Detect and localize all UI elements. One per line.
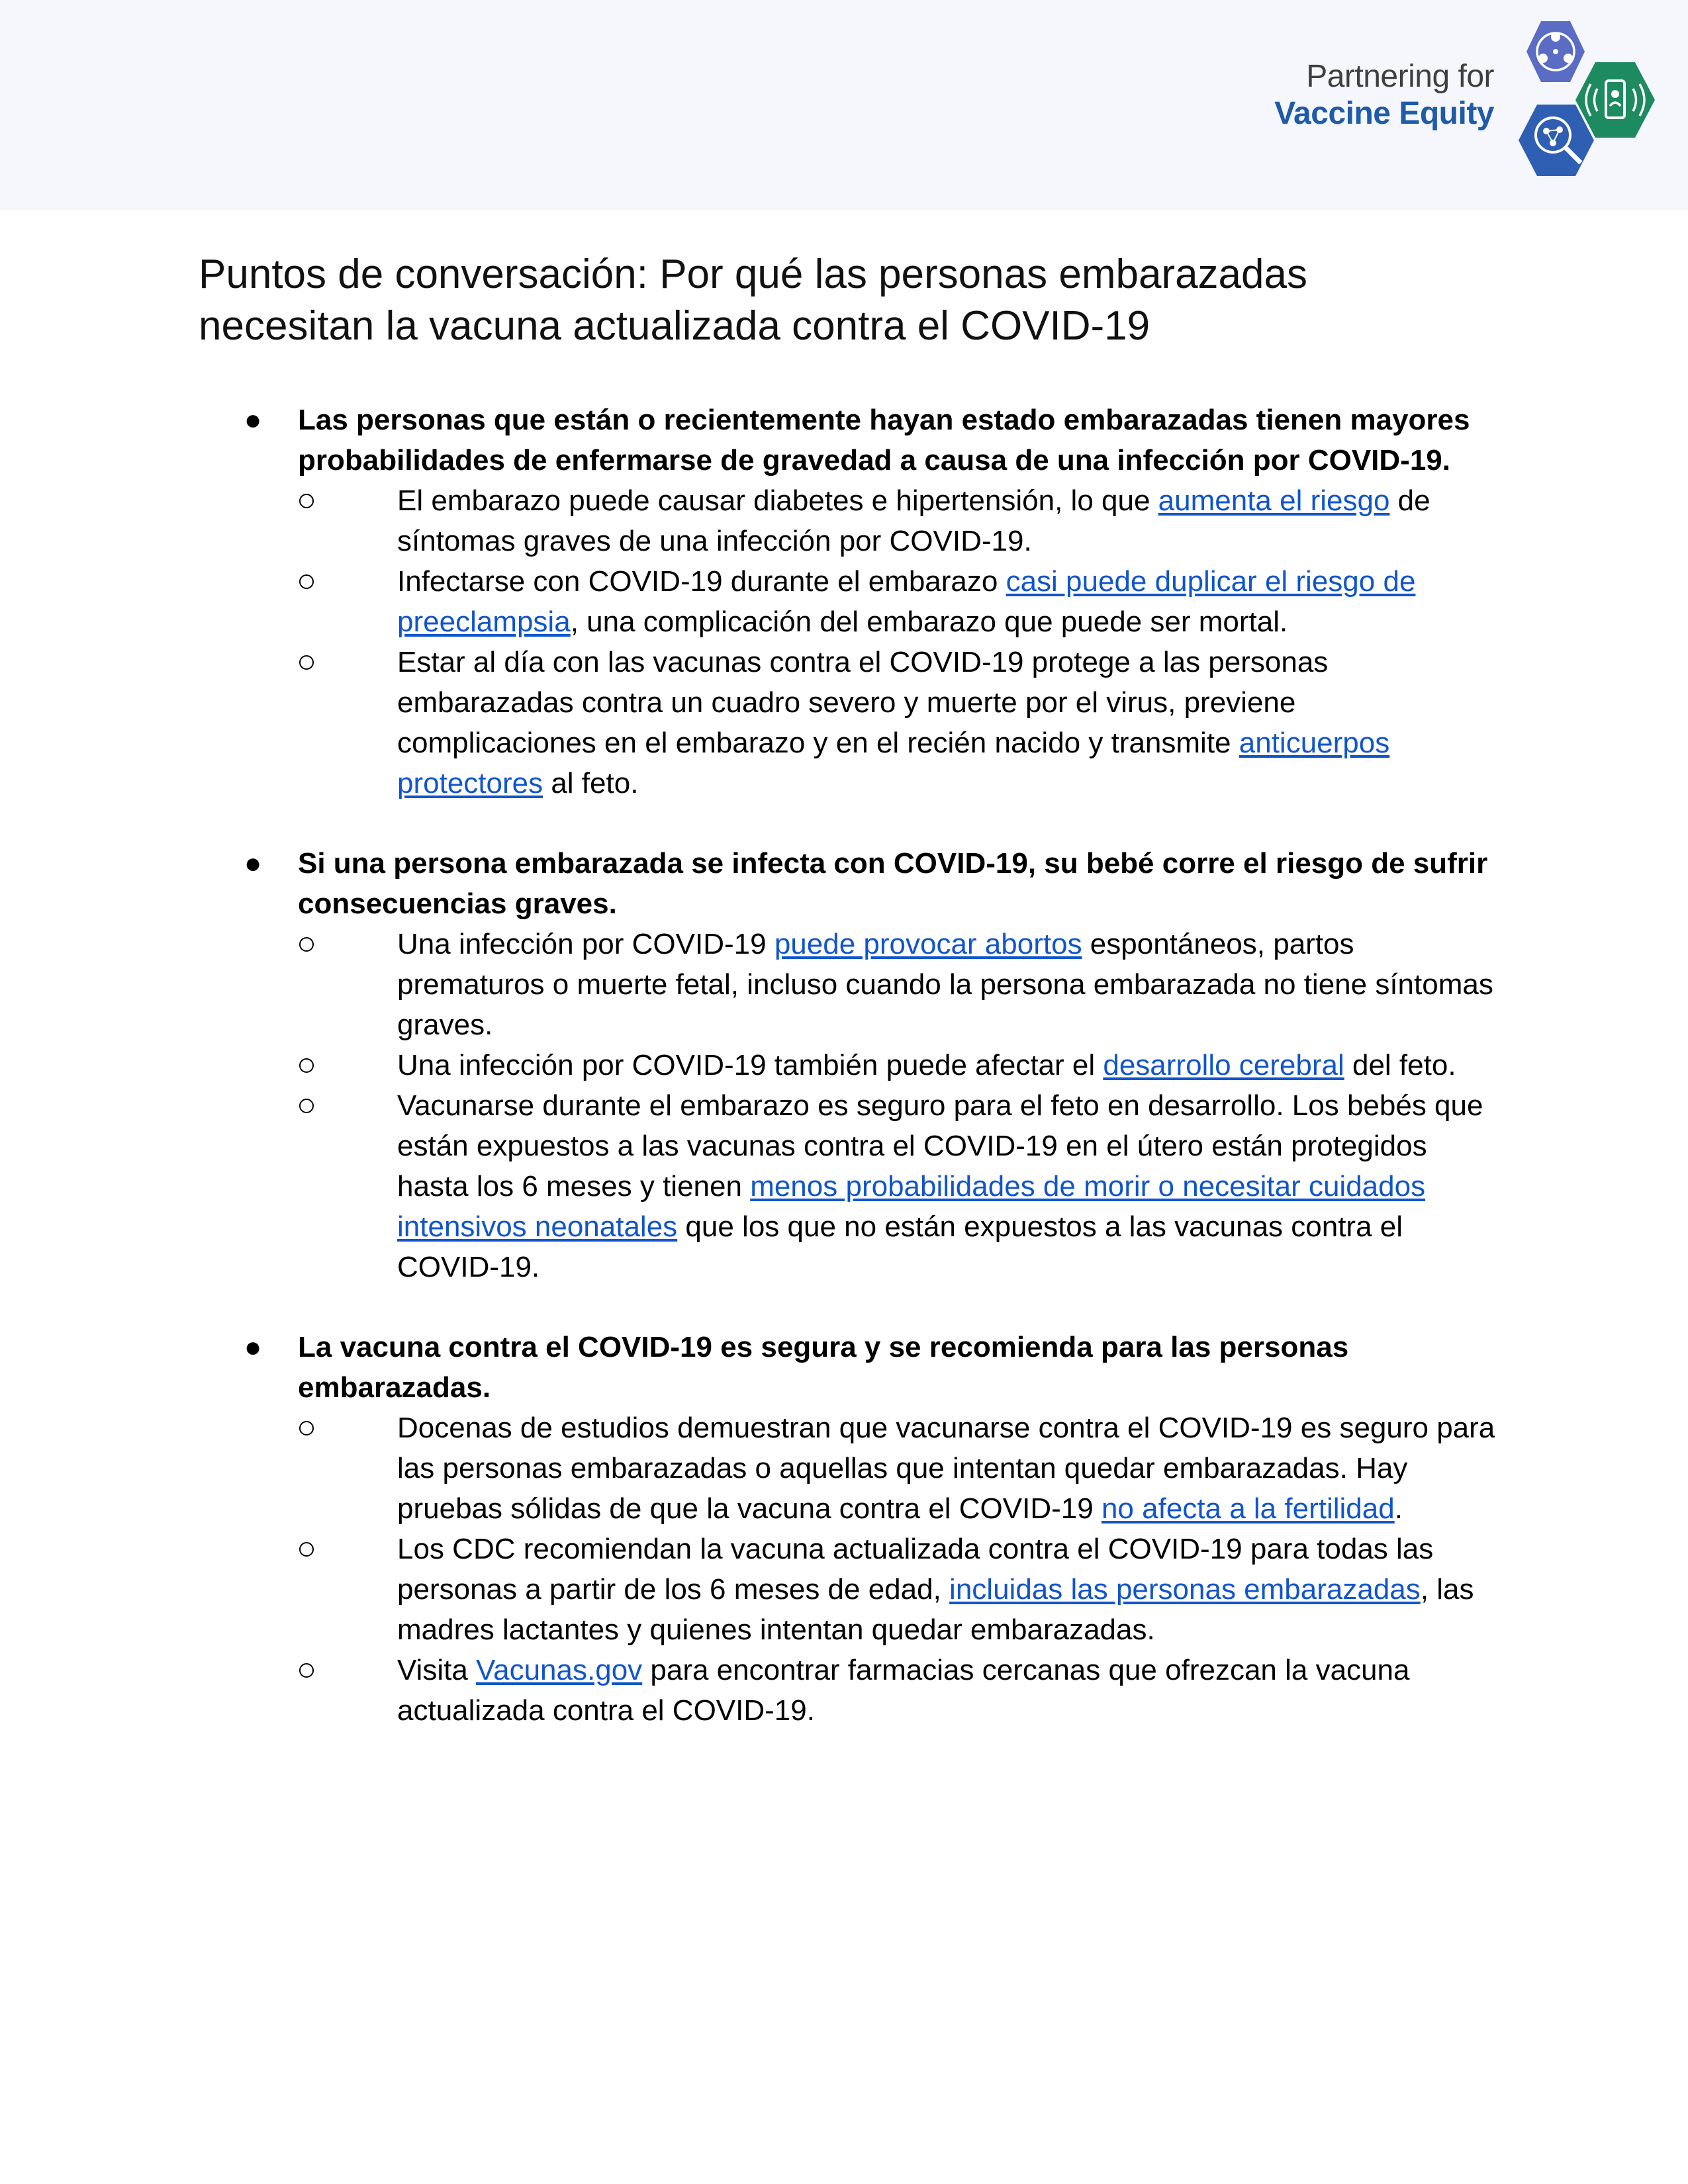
section-heading: La vacuna contra el COVID-19 es segura y se recomienda para las personas embarazadas.: [298, 1331, 1349, 1404]
bullet-dot: ●: [244, 404, 262, 436]
sub-list: [298, 1408, 1496, 1731]
item-text: Docenas de estudios demuestran que vacunarse contra el COVID-19 es seguro para las personas embarazadas o aquellas que intentan quedar embarazadas. Hay pruebas sólidas de que la vacuna contra el COVID-19: [397, 1412, 1495, 1525]
item-text: , una complicación del embarazo que puede ser mortal.: [570, 606, 1288, 638]
list-item: [298, 642, 1496, 803]
talking-points: [199, 400, 1496, 1770]
item-text: .: [1394, 1492, 1403, 1525]
link-vacunas-gov[interactable]: Vacunas.gov: [476, 1654, 643, 1686]
link-menos-probabilidades[interactable]: menos probabilidades de morir o necesitar cuidados intensivos neonatales: [397, 1170, 1426, 1243]
item-text: para encontrar farmacias cercanas que ofrezcan la vacuna actualizada contra el COVID-19.: [397, 1654, 1410, 1727]
link-fertilidad[interactable]: no afecta a la fertilidad: [1101, 1492, 1395, 1525]
section-1: [199, 400, 1496, 803]
header-band: [0, 0, 1688, 210]
item-text: al feto.: [543, 767, 639, 799]
search-network-icon: [1519, 105, 1594, 176]
item-text: espontáneos, partos prematuros o muerte fetal, incluso cuando la persona embarazada no tiene síntomas graves.: [397, 928, 1493, 1041]
item-text: que los que no están expuestos a las vacunas contra el COVID-19.: [397, 1210, 1403, 1283]
sub-list: [298, 480, 1496, 803]
community-network-icon: [1526, 21, 1585, 82]
bullet-circle: [299, 1099, 314, 1113]
link-anticuerpos-protectores[interactable]: anticuerpos protectores: [397, 727, 1390, 799]
section-3: [199, 1327, 1496, 1731]
link-desarrollo-cerebral[interactable]: desarrollo cerebral: [1103, 1049, 1344, 1081]
item-text: El embarazo puede causar diabetes e hipertensión, lo que: [397, 484, 1158, 517]
logo-wordmark: [1248, 58, 1494, 132]
list-item: [298, 1408, 1496, 1529]
bullet-dot: ●: [244, 1331, 262, 1363]
link-aumenta-el-riesgo[interactable]: aumenta el riesgo: [1158, 484, 1390, 517]
section-2: [199, 843, 1496, 1287]
logo-line-1: Partnering for: [1306, 59, 1494, 94]
logo-hexagons: [1496, 20, 1663, 179]
link-provocar-abortos[interactable]: puede provocar abortos: [774, 928, 1082, 960]
logo-line-2: Vaccine Equity: [1274, 95, 1494, 131]
bullet-circle: [299, 574, 314, 589]
bullet-circle: [299, 655, 314, 670]
list-item: [298, 1529, 1496, 1650]
item-text: Vacunarse durante el embarazo es seguro para el feto en desarrollo. Los bebés que están expuestos a las vacunas contra el COVID-19 en el útero están protegidos hasta los 6 meses y tienen: [397, 1089, 1483, 1203]
bullet-circle: [299, 1542, 314, 1557]
bullet-circle: [299, 1058, 314, 1073]
link-preeclampsia[interactable]: casi puede duplicar el riesgo de preeclampsia: [397, 565, 1416, 638]
item-text: Los CDC recomiendan la vacuna actualizada contra el COVID-19 para todas las personas a partir de los 6 meses de edad,: [397, 1533, 1434, 1606]
bullet-circle: [299, 1421, 314, 1435]
list-item: [298, 480, 1496, 561]
bullet-circle: [299, 937, 314, 952]
list-item: [298, 561, 1496, 642]
item-text: del feto.: [1344, 1049, 1456, 1081]
link-personas-embarazadas[interactable]: incluidas las personas embarazadas: [949, 1573, 1421, 1606]
item-text: Visita: [397, 1654, 477, 1686]
list-item: [298, 1650, 1496, 1731]
mobile-device-icon: [1575, 62, 1655, 138]
list-item: [298, 924, 1496, 1045]
list-item: [298, 1085, 1496, 1287]
sub-list: [298, 924, 1496, 1287]
item-text: Una infección por COVID-19 también puede afectar el: [397, 1049, 1103, 1081]
item-text: Infectarse con COVID-19 durante el embarazo: [397, 565, 1006, 598]
item-text: Estar al día con las vacunas contra el COVID-19 protege a las personas embarazadas contra un cuadro severo y muerte por el virus, previene complicaciones en el embarazo y en el recién nacido y transmite: [397, 646, 1329, 759]
item-text: , las madres lactantes y quienes intentan quedar embarazadas.: [397, 1573, 1474, 1646]
bullet-dot: ●: [244, 847, 262, 880]
page-title: Puntos de conversación: Por qué las personas embarazadas necesitan la vacuna actualizada contra el COVID-19: [199, 251, 1307, 349]
section-heading: Las personas que están o recientemente hayan estado embarazadas tienen mayores probabilidades de enfermarse de gravedad a causa de una infección por COVID-19.: [298, 404, 1470, 477]
list-item: [298, 1045, 1496, 1085]
section-heading: Si una persona embarazada se infecta con COVID-19, su bebé corre el riesgo de sufrir consecuencias graves.: [298, 847, 1488, 920]
bullet-circle: [299, 1663, 314, 1678]
item-text: de síntomas graves de una infección por COVID-19.: [397, 484, 1430, 557]
item-text: Una infección por COVID-19: [397, 928, 774, 960]
bullet-circle: [299, 494, 314, 508]
